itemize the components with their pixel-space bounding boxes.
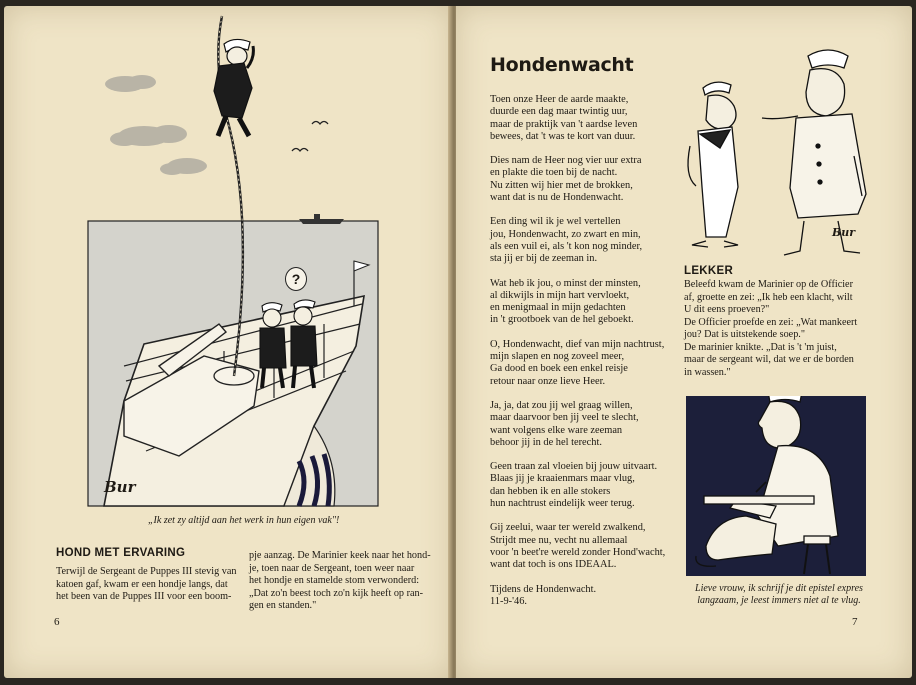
poem-line: Geen traan zal vloeien bij jouw uitvaart. (490, 461, 658, 473)
poem-line: want volgens elke ware zeeman (490, 424, 623, 436)
poem-line: want dat is nu de Hondenwacht. (490, 192, 624, 204)
story-column-1 (56, 566, 238, 604)
story-column-2 (249, 550, 439, 613)
poem-line: in 't grootboek van de hel geboekt. (490, 314, 634, 326)
poem-line: dan hebben ik en alle stokers (490, 485, 611, 497)
poem-stanza (490, 216, 700, 265)
poem-line: duurde een dag maar twintig uur, (490, 106, 628, 118)
poem-body (490, 94, 700, 608)
poem-stanza (490, 155, 700, 204)
bottom-cartoon-caption (666, 583, 892, 607)
story-line: katoen gaf, kwam er een hondje langs, dat (56, 578, 228, 590)
story-line: De marinier knikte. „Dat is 't 'm juist, (684, 341, 837, 353)
story-line: je, toen naar de Sergeant, toen weer naar (249, 562, 415, 574)
section-heading-hond-met-ervaring: HOND MET ERVARING (56, 547, 186, 559)
left-page (4, 6, 452, 678)
page-number: 7 (852, 616, 858, 628)
letter-writing-cartoon-illustration (686, 396, 866, 576)
story-line: Beleefd kwam de Marinier op de Officier (684, 279, 853, 290)
poem-line: al dikwijls in mijn hart vervloekt, (490, 289, 630, 301)
poem-stanza (490, 400, 700, 449)
poem-title: Hondenwacht (490, 54, 634, 76)
cartoon-caption: „Ik zet zy altijd aan het werk in hun eigen vak"! (148, 515, 340, 526)
poem-line: voor 'n beet're wereld zonder Hond'wacht, (490, 546, 666, 558)
story-line: De Officier proefde en zei: „Wat mankeert (684, 316, 858, 328)
story-line: af, groette en zei: „Ik heb een klacht, wilt (684, 291, 853, 303)
poem-line: sta jij er bij de zeeman in. (490, 253, 598, 265)
ship-cartoon-illustration (84, 6, 384, 514)
poem-line: maar de praktijk van 't aardse leven (490, 118, 638, 130)
signoff-date: 11-9-'46. (490, 595, 527, 607)
poem-line: Toen onze Heer de aarde maakte, (490, 94, 629, 105)
poem-line: Nu zitten wij hier met de brokken, (490, 179, 633, 191)
poem-line: maar daarvoor ben jij veel te slecht, (490, 412, 639, 424)
poem-line: bewees, dat 't was te kort van duur. (490, 130, 636, 142)
poem-line: Wat heb ik jou, o minst der minsten, (490, 277, 641, 289)
speech-bubble-text: ? (291, 271, 301, 287)
caption-line: langzaam, je leest immers niet al te vlug. (697, 595, 861, 606)
poem-line: jou, Hondenwacht, zo zwart en min, (490, 228, 641, 240)
poem-line: en plakte die toen bij de nacht. (490, 167, 618, 179)
officer-cartoon-illustration (678, 46, 888, 261)
signoff-line: Tijdens de Hondenwacht. (490, 583, 597, 595)
poem-line: hun nachtrust eindelijk weer terug. (490, 498, 635, 510)
poem-stanza (490, 278, 700, 327)
story-line: jou? Dat is uitstekende soep." (684, 329, 806, 340)
poem-line: Een ding wil ik je wel vertellen (490, 216, 621, 228)
poem-stanza (490, 522, 700, 571)
poem-line: en menigmaal in mijn gedachten (490, 302, 626, 314)
poem-line: Ga dood en boek een enkel reisje (490, 363, 628, 375)
poem-line: retour naar onze lieve Heer. (490, 375, 606, 387)
poem-stanza (490, 94, 700, 143)
story-line: gen en standen." (249, 600, 317, 611)
poem-line: Gij zeelui, waar ter wereld zwalkend, (490, 522, 646, 534)
poem-stanza (490, 339, 700, 388)
poem-line: O, Hondenwacht, dief van mijn nachtrust, (490, 338, 665, 350)
lekker-story (684, 279, 899, 379)
page-number: 6 (54, 616, 60, 628)
story-line: U dit eens proeven?" (684, 304, 770, 315)
story-line: „Dat zo'n beest toch zo'n kijk heeft op ran- (249, 587, 423, 599)
poem-line: behoor jij in de hel terecht. (490, 436, 602, 448)
poem-line: Strijdt mee nu, vecht nu allemaal (490, 534, 628, 546)
poem-line: Ja, ja, dat zou jij wel graag willen, (490, 399, 633, 411)
right-page (456, 6, 912, 678)
artist-signature: Bur (104, 478, 136, 496)
speech-bubble (285, 267, 307, 291)
caption-line: Lieve vrouw, ik schrijf je dit epistel expres (695, 583, 863, 594)
poem-line: Dies nam de Heer nog vier uur extra (490, 155, 642, 167)
poem-line: mijn slapen en nog zoveel meer, (490, 351, 625, 363)
poem-stanza (490, 461, 700, 510)
story-line: maar de sergeant wil, dat we er de borden (684, 354, 854, 365)
story-line: Terwijl de Sergeant de Puppes III stevig van (56, 566, 237, 577)
story-line: pje aanzag. De Marinier keek naar het hond- (249, 550, 431, 561)
poem-line: Blaas jij je kraaienmars maar vlug, (490, 473, 635, 485)
story-line: in wassen." (684, 366, 731, 378)
story-line: het been van de Puppes III voor een boom- (56, 591, 232, 602)
poem-line: als een vuil ei, als 't kon nog minder, (490, 240, 643, 252)
poem-line: want dat toch is ons IDEAAL. (490, 559, 617, 571)
story-line: het hondje en stamelde stom verwonderd: (249, 575, 420, 586)
artist-signature: Bur (832, 226, 856, 239)
section-heading-lekker: LEKKER (684, 265, 734, 277)
